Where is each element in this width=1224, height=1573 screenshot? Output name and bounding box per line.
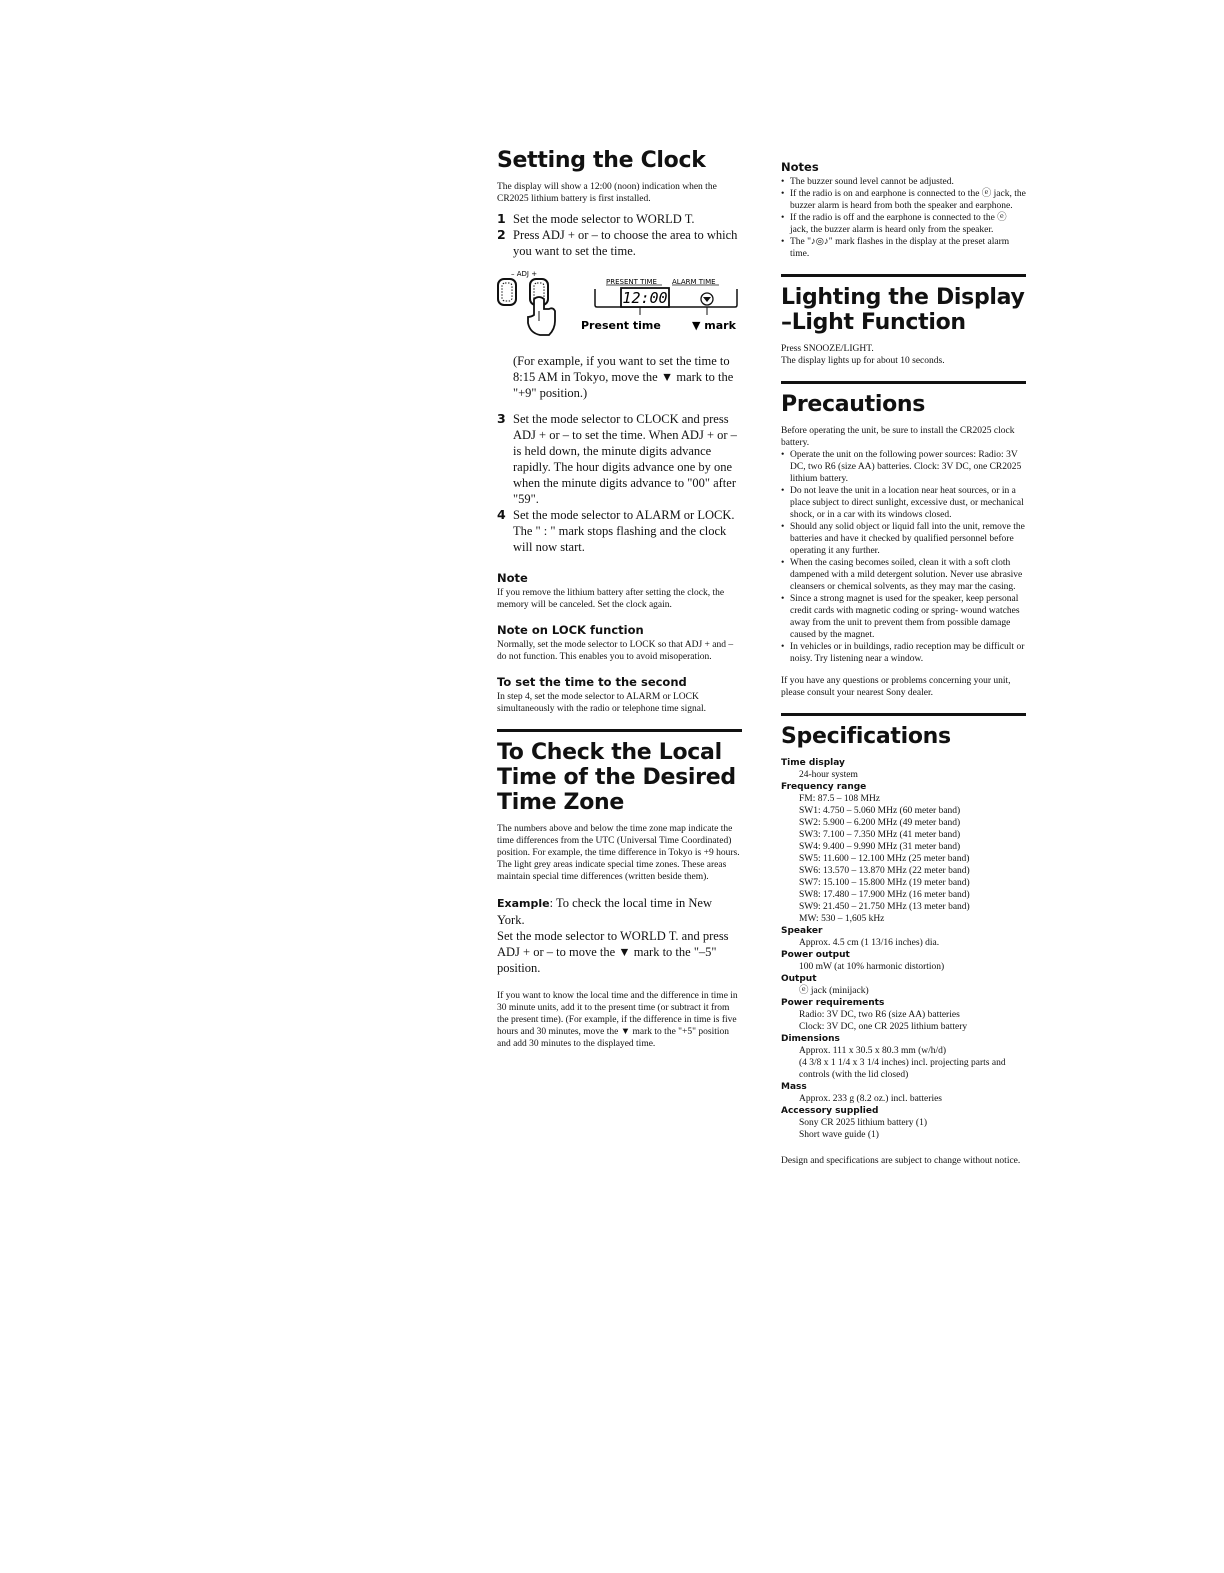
specifications-title: Specifications [781, 724, 951, 749]
lock-note-text: Normally, set the mode selector to LOCK so that ADJ + and – do not function. This enables you to avoid misoperation. [497, 640, 734, 662]
spec-value: Clock: 3V DC, one CR 2025 lithium battery [799, 1022, 968, 1032]
spec-value: SW7: 15.100 – 15.800 MHz (19 meter band) [799, 878, 970, 888]
section-divider [781, 713, 1026, 716]
local-time-title: To Check the Local Time of the Desired Time Zone [497, 740, 736, 815]
spec-value: Approx. 233 g (8.2 oz.) incl. batteries [799, 1094, 942, 1104]
spec-label: Power output [781, 950, 850, 960]
spec-label: Accessory supplied [781, 1106, 879, 1116]
set-second-text: In step 4, set the mode selector to ALARM or LOCK simultaneously with the radio or telephone time signal. [497, 692, 706, 714]
alarm-time-header: ALARM TIME [672, 278, 716, 286]
list-item: • The buzzer sound level cannot be adjusted. [781, 176, 1026, 188]
list-item: • Since a strong magnet is used for the speaker, keep personal credit cards with magnetic coding or spring- wound watches away from the unit to prevent them from possible damage caused by the magnet. [781, 593, 1026, 641]
step-item [497, 411, 742, 507]
spec-value: Approx. 111 x 30.5 x 80.3 mm (w/h/d) [799, 1046, 947, 1056]
example-label: Example [497, 897, 550, 910]
lcd-time-readout: 12:00 [622, 289, 668, 307]
spec-value: Approx. 4.5 cm (1 13/16 inches) dia. [799, 938, 940, 948]
list-item: • Operate the unit on the following power sources: Radio: 3V DC, two R6 (size AA) batteries. Clock: 3V DC, one CR2025 lithium battery. [781, 449, 1026, 485]
present-time-header: PRESENT TIME [606, 278, 657, 286]
setting-clock-intro: The display will show a 12:00 (noon) indication when the CR2025 lithium battery is first installed. [497, 182, 717, 204]
spec-label: Mass [781, 1082, 807, 1092]
notes-list [781, 176, 1026, 260]
example-text: : To check the local time in New York. [497, 896, 712, 927]
spec-value: Radio: 3V DC, two R6 (size AA) batteries [799, 1010, 960, 1020]
spec-value: SW2: 5.900 – 6.200 MHz (49 meter band) [799, 818, 961, 828]
spec-value: MW: 530 – 1,605 kHz [799, 914, 885, 924]
list-item: • When the casing becomes soiled, clean it with a soft cloth dampened with a mild detergent solution. Never use abrasive cleansers or chemical solvents, as they may mar the casing. [781, 557, 1026, 593]
specifications-list [781, 757, 1026, 1141]
local-time-example [497, 895, 742, 928]
setting-clock-example: (For example, if you want to set the time to 8:15 AM in Tokyo, move the ▼ mark to the "+9" position.) [513, 354, 734, 400]
spec-value: 24-hour system [799, 770, 858, 780]
list-item: • In vehicles or in buildings, radio reception may be difficult or noisy. Try listening near a window. [781, 641, 1026, 665]
adj-label: – ADJ + [511, 270, 538, 278]
set-second-heading: To set the time to the second [497, 675, 687, 689]
step-number: 1 [497, 211, 506, 226]
spec-value: Sony CR 2025 lithium battery (1) [799, 1118, 927, 1128]
lighting-title: Lighting the Display –Light Function [781, 285, 1025, 335]
lighting-text: The display lights up for about 10 seconds. [781, 356, 945, 366]
precautions-closing: If you have any questions or problems concerning your unit, please consult your nearest Sony dealer. [781, 676, 1011, 698]
spec-value: Short wave guide (1) [799, 1130, 879, 1140]
list-item: • If the radio is on and earphone is connected to the ⓔ jack, the buzzer alarm is heard from both the speaker and earphone. [781, 188, 1026, 212]
section-divider [781, 274, 1026, 277]
list-item: • The "♪◎♪" mark flashes in the display at the preset alarm time. [781, 236, 1026, 260]
spec-label: Output [781, 974, 817, 984]
spec-label: Time display [781, 758, 845, 768]
setting-clock-title: Setting the Clock [497, 148, 706, 173]
clock-display-diagram [497, 267, 742, 347]
step-number: 3 [497, 411, 506, 426]
spec-value: SW4: 9.400 – 9.990 MHz (31 meter band) [799, 842, 961, 852]
list-item: • Should any solid object or liquid fall into the unit, remove the batteries and have it checked by qualified personnel before operating it any further. [781, 521, 1026, 557]
setting-clock-steps-continued [497, 411, 742, 555]
section-divider [781, 381, 1026, 384]
specifications-closing: Design and specifications are subject to change without notice. [781, 1156, 1021, 1166]
spec-value: (4 3/8 x 1 1/4 x 3 1/4 inches) incl. projecting parts and controls (with the lid closed) [799, 1058, 1006, 1080]
precautions-intro: Before operating the unit, be sure to install the CR2025 clock battery. [781, 426, 1015, 448]
local-time-example-steps: Set the mode selector to WORLD T. and press ADJ + or – to move the ▼ mark to the "–5" position. [497, 929, 729, 975]
spec-label: Frequency range [781, 782, 867, 792]
step-text: Set the mode selector to CLOCK and press ADJ + or – to set the time. When ADJ + or – is held down, the minute digits advance rapidly. The hour digits advance one by one when the minute digits advance to "00" after "59". [513, 412, 737, 506]
present-time-caption: Present time [581, 319, 661, 332]
right-column [781, 160, 1026, 1167]
spec-value: SW3: 7.100 – 7.350 MHz (41 meter band) [799, 830, 961, 840]
spec-value: SW5: 11.600 – 12.100 MHz (25 meter band) [799, 854, 970, 864]
step-item [497, 211, 742, 227]
list-item: • Do not leave the unit in a location near heat sources, or in a place subject to direct sunlight, excessive dust, or mechanical shock, or in a car with its windows closed. [781, 485, 1026, 521]
spec-label: Speaker [781, 926, 823, 936]
lighting-press: Press SNOOZE/LIGHT. [781, 344, 874, 354]
local-time-footer: If you want to know the local time and the difference in time in 30 minute units, add it to the present time (or subtract it from the present time). (For example, if the difference in time is five hours and 30 minutes, move the ▼ mark to the "+5" position and add 30 minutes to the displayed time. [497, 991, 738, 1049]
precautions-title: Precautions [781, 392, 926, 417]
note-text: If you remove the lithium battery after setting the clock, the memory will be canceled. Set the clock again. [497, 588, 725, 610]
section-divider [497, 729, 742, 732]
precautions-list [781, 449, 1026, 665]
step-item [497, 507, 742, 555]
lock-note-heading: Note on LOCK function [497, 623, 644, 637]
spec-value: ⓔ jack (minijack) [799, 986, 869, 996]
notes-heading: Notes [781, 160, 819, 174]
spec-value: 100 mW (at 10% harmonic distortion) [799, 962, 945, 972]
note-heading: Note [497, 571, 528, 585]
setting-clock-steps [497, 211, 742, 259]
spec-value: SW9: 21.450 – 21.750 MHz (13 meter band) [799, 902, 970, 912]
local-time-intro: The numbers above and below the time zone map indicate the time differences from the UTC (Universal Time Coordinated) position. For example, the time difference in Tokyo is +9 hours. The light grey areas indicate special time zones. These areas maintain special time differences (written beside them). [497, 824, 740, 882]
step-number: 4 [497, 507, 506, 522]
spec-value: SW1: 4.750 – 5.060 MHz (60 meter band) [799, 806, 961, 816]
spec-label: Dimensions [781, 1034, 840, 1044]
spec-value: FM: 87.5 – 108 MHz [799, 794, 881, 804]
spec-value: SW6: 13.570 – 13.870 MHz (22 meter band) [799, 866, 970, 876]
clock-diagram-svg [497, 267, 742, 347]
step-text: Press ADJ + or – to choose the area to which you want to set the time. [513, 228, 738, 258]
spec-label: Power requirements [781, 998, 885, 1008]
mark-caption: ▼ mark [692, 319, 736, 332]
step-text: Set the mode selector to WORLD T. [513, 212, 695, 226]
step-number: 2 [497, 227, 506, 242]
left-column [497, 148, 742, 1050]
step-item [497, 227, 742, 259]
list-item: • If the radio is off and the earphone is connected to the ⓔ jack, the buzzer alarm is heard only from the speaker. [781, 212, 1026, 236]
step-text: Set the mode selector to ALARM or LOCK. The " : " mark stops flashing and the clock will now start. [513, 508, 735, 554]
spec-value: SW8: 17.480 – 17.900 MHz (16 meter band) [799, 890, 970, 900]
